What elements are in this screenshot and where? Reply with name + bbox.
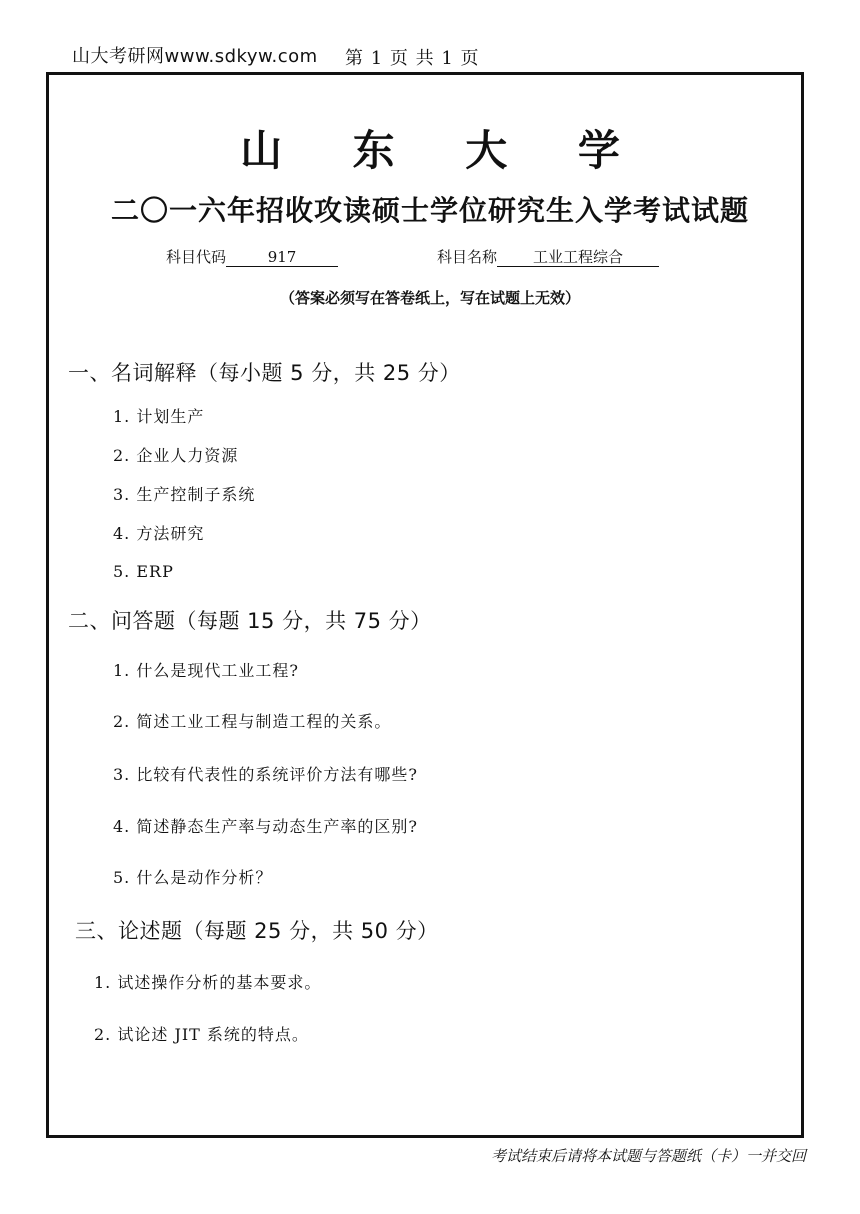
university-title: 山 东 大 学 [240, 126, 648, 175]
subject-name [437, 246, 659, 267]
section-heading: 一、名词解释（每小题 5 分，共 25 分） [68, 361, 461, 385]
list-item: 2. 企业人力资源 [113, 446, 239, 465]
header-site: 山大考研网www.sdkyw.com [72, 46, 318, 67]
list-item: 3. 比较有代表性的系统评价方法有哪些? [113, 765, 418, 784]
list-item: 3. 生产控制子系统 [113, 485, 256, 504]
list-item: 1. 计划生产 [113, 407, 205, 426]
list-item: 1. 试述操作分析的基本要求。 [94, 973, 322, 992]
list-item: 2. 简述工业工程与制造工程的关系。 [113, 712, 392, 731]
exam-subtitle: 二〇一六年招收攻读硕士学位研究生入学考试试题 [110, 194, 749, 227]
footer-note: 考试结束后请将本试题与答题纸（卡）一并交回 [490, 1147, 806, 1165]
subject-name-value: 工业工程综合 [497, 248, 659, 267]
list-item: 4. 方法研究 [113, 524, 205, 543]
list-item: 2. 试论述 JIT 系统的特点。 [94, 1025, 309, 1044]
list-item: 5. 什么是动作分析？ [113, 868, 273, 887]
list-item: 5. ERP [113, 562, 174, 581]
list-item: 1. 什么是现代工业工程? [113, 661, 299, 680]
header-page-number: 第 1 页 共 1 页 [345, 48, 480, 69]
section-heading: 二、问答题（每题 15 分，共 75 分） [68, 609, 432, 633]
subject-code-label: 科目代码 [166, 248, 227, 266]
subject-code [166, 246, 338, 267]
section-heading: 三、论述题（每题 25 分，共 50 分） [75, 919, 439, 943]
subject-code-value: 917 [226, 248, 338, 267]
subject-name-label: 科目名称 [437, 248, 498, 266]
answer-note: （答案必须写在答卷纸上，写在试题上无效） [279, 289, 580, 307]
list-item: 4. 简述静态生产率与动态生产率的区别? [113, 817, 418, 836]
